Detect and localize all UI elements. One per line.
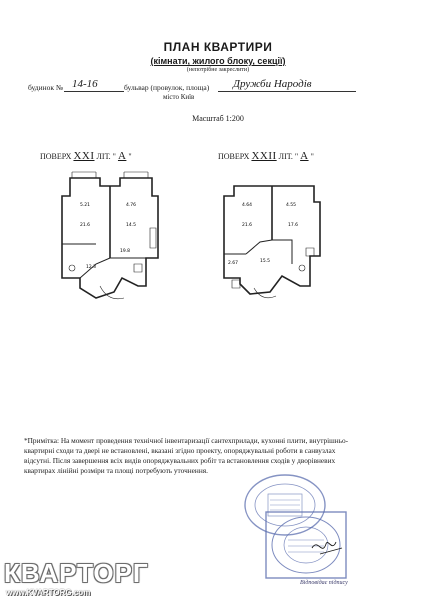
room-area-4: 19.8 <box>120 249 131 254</box>
floor-number: XXII <box>251 150 277 162</box>
signature-note: Відповідає підпису <box>300 580 348 586</box>
official-stamp-bottom <box>262 508 350 582</box>
footnote: *Примітка: На момент проведення технічної інвентаризації сантехприлади, кухонні плити, внутрішньо-квартирні сходи та двері не встановлені, вказані згідно проекту, опоряджувальні роботи в санвузлах відсутні. Після завершення всіх видів опоряджувальних робіт та встановлення сходів у дворівневих квартирах лінійні розміри та площі потребують уточнення. <box>24 436 349 475</box>
room-area-1: 21.6 <box>242 223 253 228</box>
floor-plan-22 <box>210 168 340 318</box>
room-dim-1: 4.64 <box>242 203 253 208</box>
room-area-3: 15.5 <box>260 259 271 264</box>
scale-label: Масштаб 1:200 <box>192 114 244 123</box>
room-dim-1: 5.21 <box>80 203 91 208</box>
room-area-4: 2.67 <box>228 261 239 266</box>
room-area-2: 14.5 <box>126 223 137 228</box>
room-area-3: 12.3 <box>86 265 97 270</box>
subtitle-note: (непотрібне закреслити) <box>186 67 250 73</box>
watermark-url: www.KVARTORG.com <box>6 588 91 597</box>
street-type-label: бульвар (провулок, площа) <box>124 83 210 92</box>
room-dim-2: 4.55 <box>286 203 297 208</box>
building-label: будинок № <box>28 83 64 92</box>
building-number: 14-16 <box>72 78 98 90</box>
room-dim-2: 4.76 <box>126 203 137 208</box>
watermark-logo: КВАРТОРГ <box>4 558 149 588</box>
city-label: місто Київ <box>163 93 195 101</box>
room-area-2: 17.6 <box>288 223 299 228</box>
floor-header-22: ПОВЕРХ XXII ЛІТ. " А " <box>218 150 314 162</box>
document-title: ПЛАН КВАРТИРИ <box>163 40 273 54</box>
floor-number: XXI <box>73 150 95 162</box>
floor-plan-21 <box>50 168 180 318</box>
street-name: Дружби Народів <box>233 78 312 90</box>
address-line <box>28 77 358 101</box>
room-area-1: 21.6 <box>80 223 91 228</box>
document-subtitle: (кімнати, жилого блоку, секції) <box>150 56 286 66</box>
floor-header-21: ПОВЕРХ XXI ЛІТ. " А " <box>40 150 132 162</box>
